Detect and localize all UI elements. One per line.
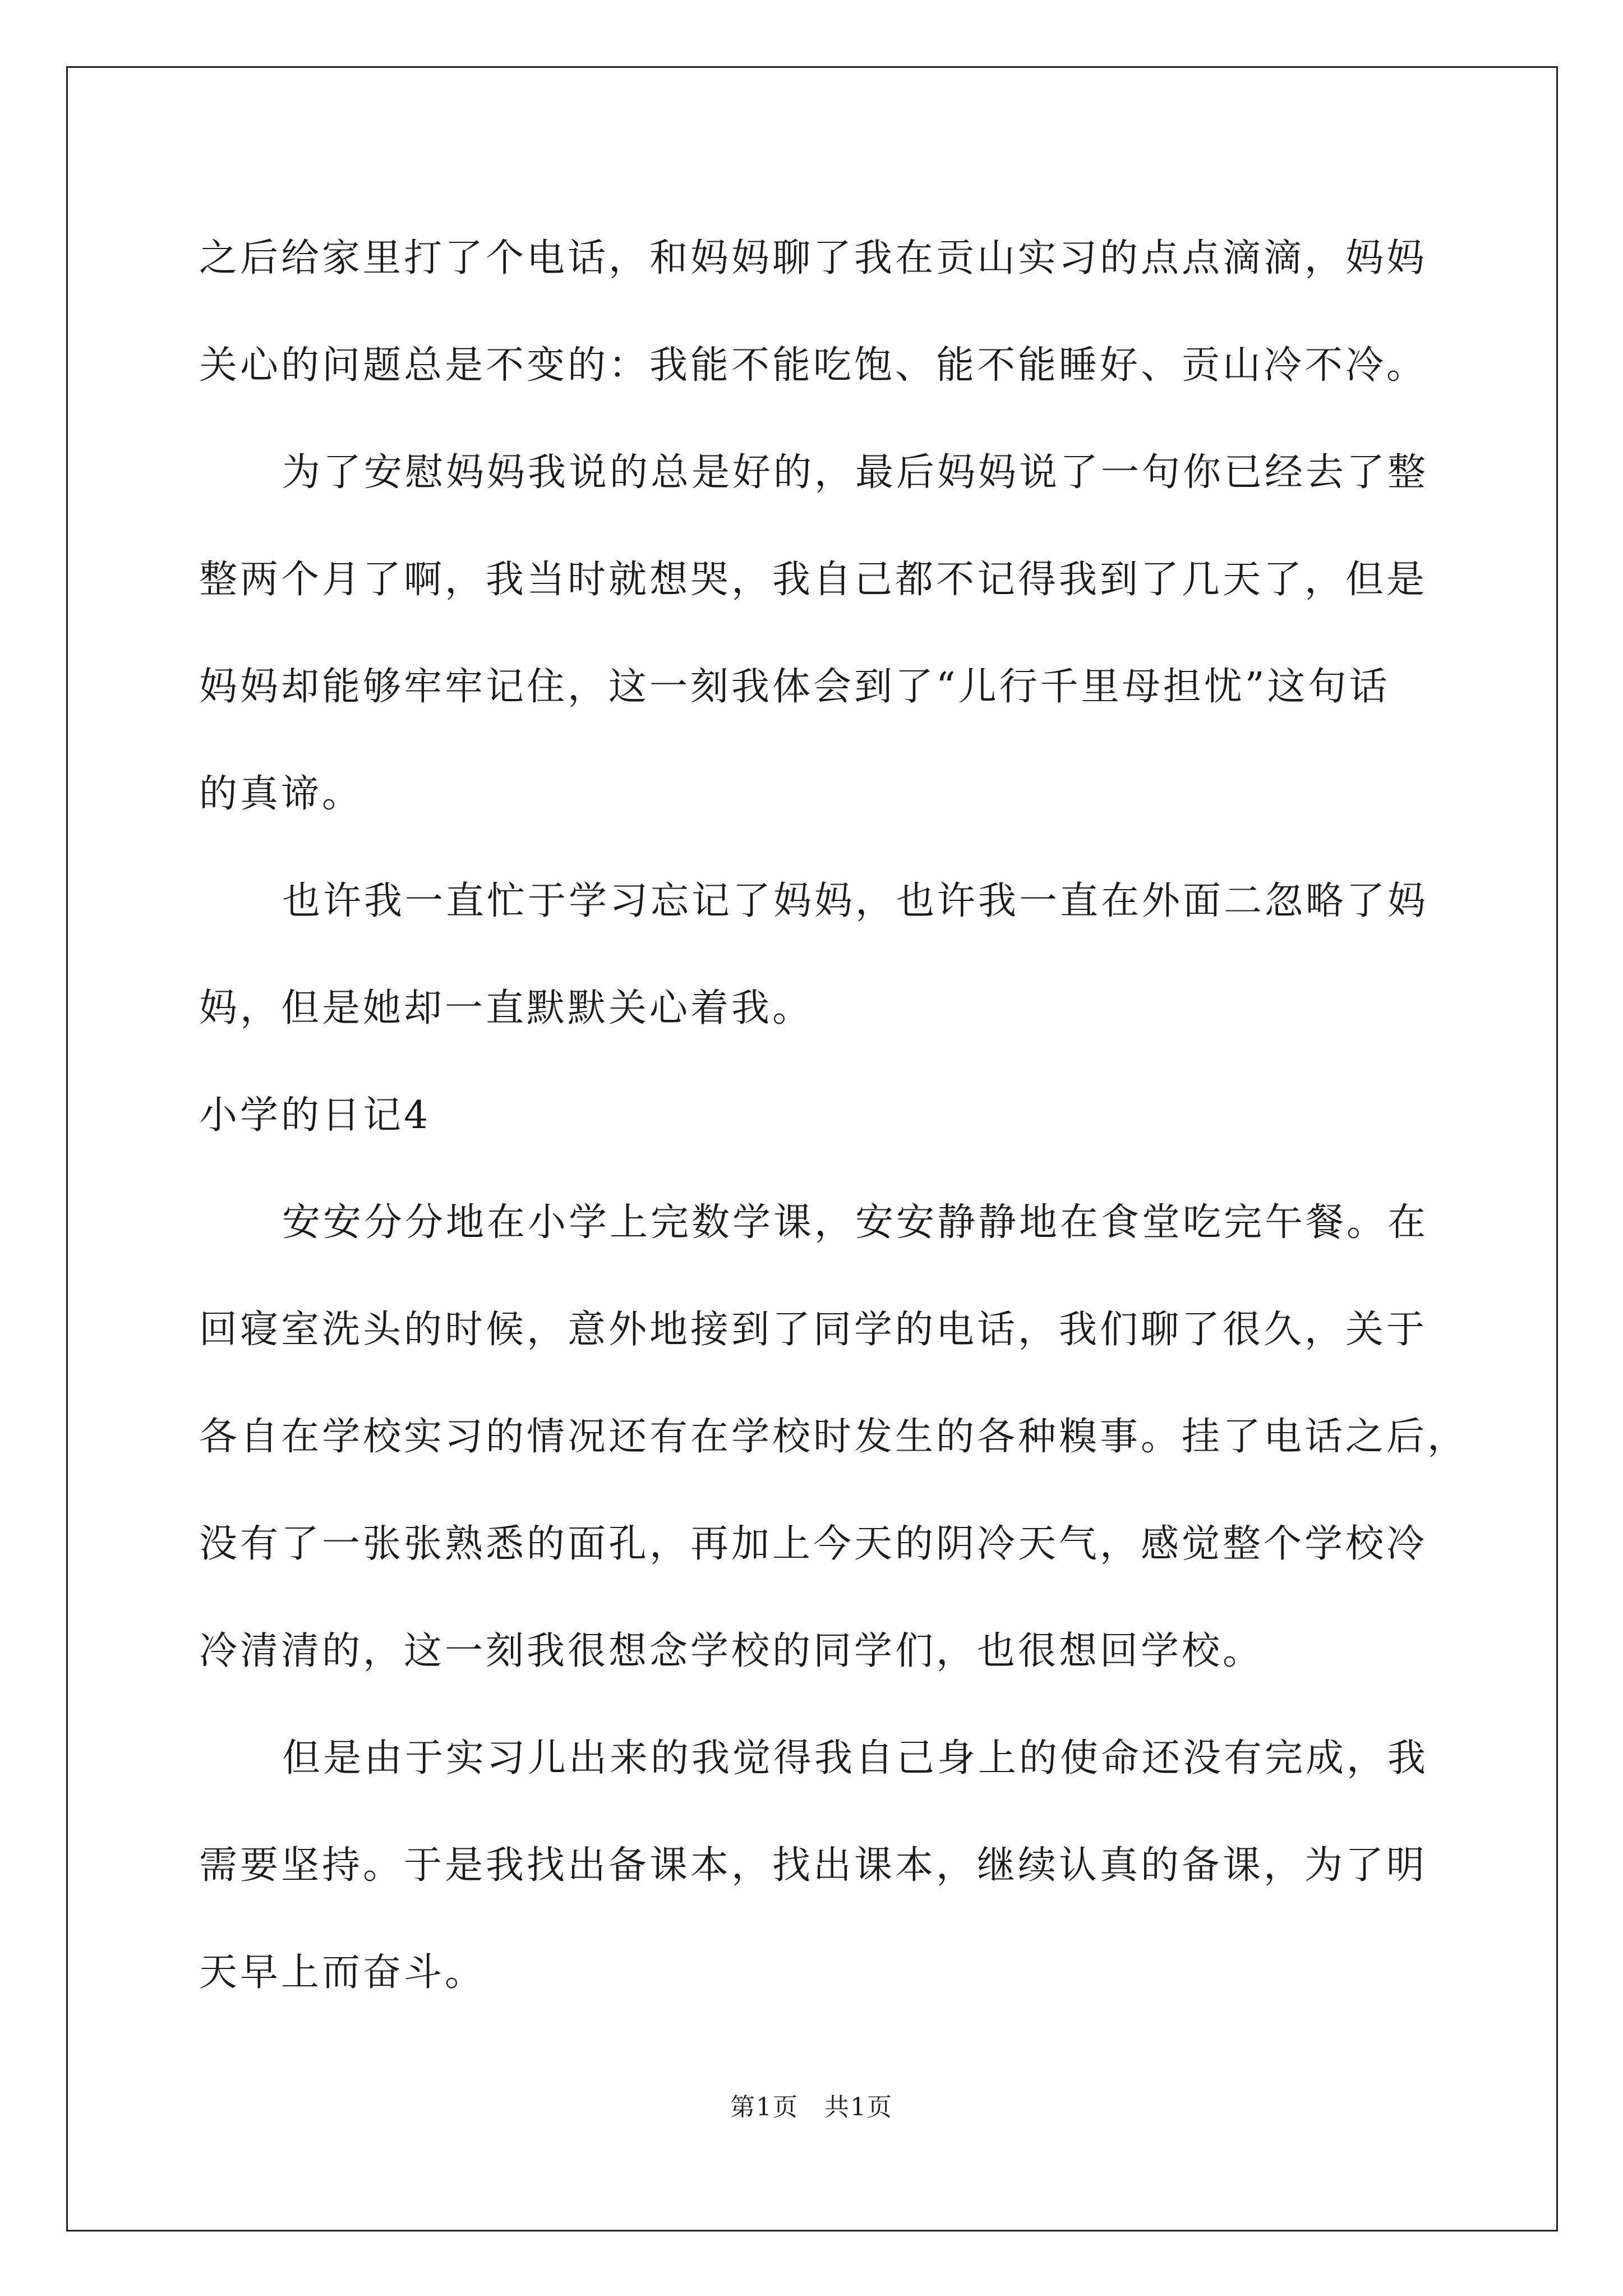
text-line: 需要坚持。于是我找出备课本，找出课本，继续认真的备课，为了明: [199, 1843, 1428, 1888]
text-line: 天早上而奋斗。: [199, 1950, 486, 1995]
text-line: 之后给家里打了个电话，和妈妈聊了我在贡山实习的点点滴滴，妈妈: [199, 236, 1428, 280]
text-line: 关心的问题总是不变的：我能不能吃饱、能不能睡好、贡山冷不冷。: [199, 343, 1428, 388]
text-line: 整两个月了啊，我当时就想哭，我自己都不记得我到了几天了，但是: [199, 558, 1428, 602]
text-line: 回寝室洗头的时候，意外地接到了同学的电话，我们聊了很久，关于: [199, 1308, 1428, 1352]
text-line: 冷清清的，这一刻我很想念学校的同学们，也很想回学校。: [199, 1629, 1264, 1673]
text-line: 没有了一张张熟悉的面孔，再加上今天的阴冷天气，感觉整个学校冷: [199, 1522, 1428, 1566]
text-line: 安安分分地在小学上完数学课，安安静静地在食堂吃完午餐。在: [282, 1200, 1429, 1245]
text-line: 的真谛。: [199, 772, 363, 816]
document-body: [199, 205, 1469, 2026]
section-heading: 小学的日记4: [199, 1093, 431, 1138]
text-line: 也许我一直忙于学习忘记了妈妈，也许我一直在外面二忽略了妈: [282, 879, 1429, 923]
text-line: 为了安慰妈妈我说的总是好的，最后妈妈说了一句你已经去了整: [282, 450, 1429, 495]
text-line: 但是由于实习儿出来的我觉得我自己身上的使命还没有完成，我: [282, 1736, 1429, 1780]
text-line: 各自在学校实习的情况还有在学校时发生的各种糗事。挂了电话之后，: [199, 1415, 1469, 1459]
text-line: 妈妈却能够牢牢记住，这一刻我体会到了“儿行千里母担忧”这句话: [199, 665, 1390, 709]
page-footer: 第1页 共1页: [730, 2093, 893, 2122]
text-line: 妈，但是她却一直默默关心着我。: [199, 986, 814, 1030]
